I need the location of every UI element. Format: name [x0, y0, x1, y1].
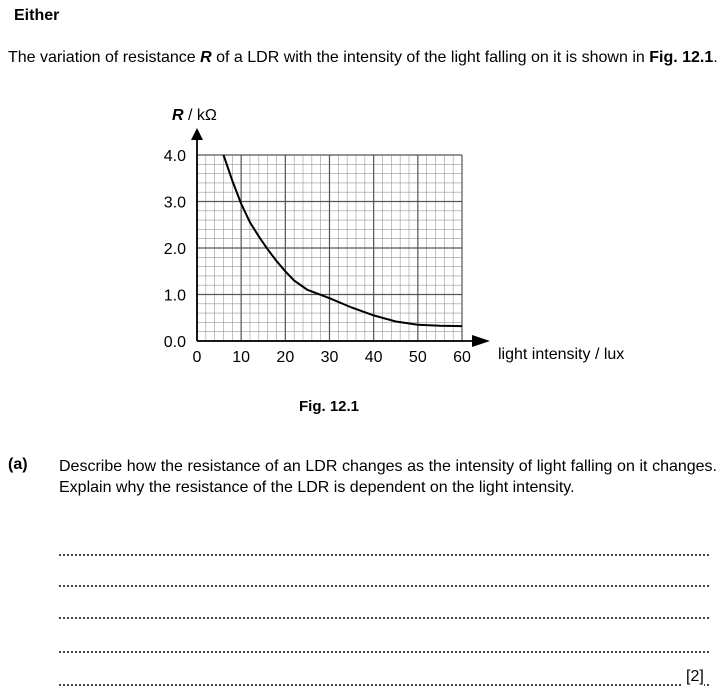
- x-tick-label: 10: [232, 349, 251, 366]
- answer-line[interactable]: [59, 617, 709, 619]
- x-tick-label: 20: [276, 349, 295, 366]
- intro-fig-ref: Fig. 12.1: [649, 49, 714, 66]
- intro-text-2: of a LDR with the intensity of the light falling on it is shown in: [211, 49, 650, 66]
- intro-end: .: [713, 49, 718, 66]
- answer-line[interactable]: [59, 554, 709, 556]
- question-text: Describe how the resistance of an LDR changes as the intensity of light falling on it changes. Explain why the resistance of the LDR is dependent on the light intensity.: [59, 458, 717, 496]
- x-tick-label: 60: [453, 349, 471, 366]
- x-tick-label: 0: [192, 349, 202, 366]
- answer-line[interactable]: [59, 651, 709, 653]
- graph-axes: [191, 128, 490, 347]
- figure-caption: Fig. 12.1: [299, 398, 360, 415]
- intro-paragraph: [8, 47, 720, 68]
- intro-symbol-r: R: [200, 49, 212, 66]
- y-tick-label: 2.0: [163, 241, 186, 258]
- answer-line[interactable]: [59, 684, 709, 686]
- x-axis-label: light intensity / lux: [498, 346, 625, 363]
- y-axis-label: R / kΩ: [172, 107, 217, 124]
- intro-text-1: The variation of resistance: [8, 49, 201, 66]
- x-tick-label: 50: [408, 349, 427, 366]
- section-heading: Either: [14, 7, 60, 24]
- resistance-curve: [224, 155, 463, 326]
- ldr-resistance-graph: [150, 100, 670, 370]
- answer-line[interactable]: [59, 585, 709, 587]
- question-label: (a): [8, 456, 28, 473]
- y-tick-label: 3.0: [163, 194, 186, 212]
- y-axis-arrow: [191, 128, 203, 140]
- x-tick-label: 40: [364, 349, 383, 366]
- x-axis-arrow: [472, 335, 490, 347]
- x-tick-label: 30: [320, 349, 339, 366]
- y-tick-label: 1.0: [163, 287, 186, 305]
- y-tick-label: 0.0: [163, 334, 186, 351]
- y-tick-label: 4.0: [163, 148, 186, 165]
- marks-label: [2]: [683, 668, 704, 686]
